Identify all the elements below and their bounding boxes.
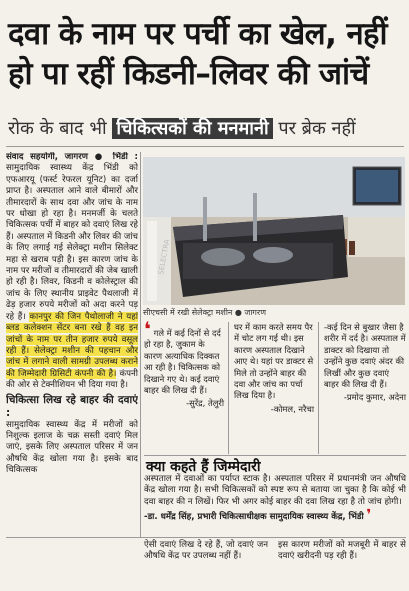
svg-text:SELECTRA: SELECTRA [157, 238, 172, 276]
quote-3-text: -कई दिन से बुखार जैसा है शरीर में दर्द है। अस्पताल में डाक्टर को दिखाया तो उन्होंने कुछ दवाएं अंदर की लिखीं और कुछ दवाएं बाहर की लिख दी हैं। [324, 322, 406, 390]
divider [144, 455, 406, 456]
subheadline [8, 118, 404, 140]
article-tail: कंपनी की ओर से टेक्नीशियन भी दिया गया है। [6, 368, 138, 391]
box-author: -डा. धर्मेंद्र सिंह, प्रभारी चिकित्साधीक्षक सामुदायिक स्वास्थ्य केंद्र, भिंडी [144, 512, 364, 523]
quote-divider [228, 322, 229, 454]
subheadline-after: पर ब्रेक नहीं [278, 118, 356, 139]
article-left-column [6, 152, 138, 536]
photo-caption: सीएचसी में रखी सेलेक्ट्रा मशीन ● जागरण [143, 308, 266, 317]
divider [6, 146, 404, 147]
quote-3-author: -प्रमोद कुमार, अदेना [343, 392, 406, 403]
box-body [144, 474, 406, 524]
box-title: क्या कहते हैं जिम्मेदारी [146, 459, 261, 475]
column-divider [140, 152, 141, 538]
box-author-row [144, 507, 406, 524]
box-text: अस्पताल में दवाओं का पर्याप्त स्टाक है। अस्पताल परिसर में प्रधानमंत्री जन औषधि केंद्र खोला गया है। सभी चिकित्सकों को स्पष्ट रूप से बताया जा चुका है कि कोई भी दवा बाहर की न लिखें। फिर भी अगर कोई बाहर की दवा लिख रहा है तो जांच होगी। [144, 474, 406, 507]
quote-2-text: घर में काम करते समय पैर में चोट लग गई थी। इस कारण अस्पताल दिखाने आए थे। यहां पर डाक्टर से मिले तो उन्होंने बाहर की दवा और जांच का पर्चा लिख दिया है। [234, 322, 314, 401]
divider [6, 537, 406, 538]
article-sub-body: सामुदायिक स्वास्थ्य केंद्र में मरीजों को निशुल्क इलाज के चक्र सस्ती दवाएं मिल जाएं, इसके लिए अस्पताल परिसर में जन औषधि केंद्र खोला गया है। इसके बाद चिकित्सक [6, 419, 138, 476]
dateline: संवाद सहयोगी, जागरण ● भिंडी : [6, 152, 138, 162]
quote-divider [318, 322, 319, 454]
quote-1 [144, 317, 224, 410]
quotes-row [144, 317, 406, 458]
machine-illustration [143, 157, 405, 305]
headline-line-2: हो पा रहीं किडनी–लिवर की जांचें [8, 56, 369, 92]
headline [8, 14, 404, 94]
quote-2 [234, 322, 314, 415]
bottom-col-1: ऐसी दवाएं लिख दे रहे हैं, जो दवाएं जन औषधि केंद्र पर उपलब्ध नहीं हैं। [144, 540, 268, 562]
quote-3 [324, 322, 406, 404]
quote-close-icon: ❜ [366, 507, 372, 524]
quote-mark-icon: ❛ [144, 317, 151, 341]
headline-line-1: दवा के नाम पर पर्ची का खेल, नहीं [8, 16, 387, 52]
article-body: सामुदायिक स्वास्थ्य केंद्र भिंडी को एफआरयू (फर्स्ट रेफरल यूनिट) का दर्जा प्राप्त है। अस्पताल आने वाले बीमारों और तीमारदारों के साथ दवा और जांच के नाम पर धोखा हो रहा है। मनमर्जी के चलते चिकित्सक पर्ची में बाहर को दवाएं लिख रहे हैं। अस्पताल में किडनी और लिवर की जांच के लिए लगाई गई सेलेक्ट्रा मशीन सिलेक्ट महा से खराब पड़ी है। इस कारण जांच के नाम पर मरीजों व तीमारदारों की जेब खाली हो रही है। लिवर, किडनी व कोलेस्ट्राल की जांच के लिए स्थानीय प्राइवेट पैथलाजी में ढेड़ हजार रुपये मरीजों को अदा करने पड़ रहे हैं। [6, 163, 138, 322]
article-highlight: कानपुर की जिन पैथोलाजी ने यहां ब्लड कलेक्शन सेंटर बना रखे हैं वह इन जांचों के नाम पर तीन हजार रुपये वसूल रही हैं। सेलेक्ट्रा मशीन की पहचान और जांच में लगाने वाली सामग्री उपलब्ध कराने की जिम्मेदारी ग्रिसिटी कंपनी की है। [6, 311, 138, 379]
quote-1-text: गले में कई दिनों से दर्द हो रहा है, जुकाम के कारण अत्याधिक दिक्कत आ रही है। चिकित्सक को दिखाने गए थे। कई दवाएं बाहर की लिख दी हैं। [144, 328, 221, 396]
bottom-col-2: इस कारण मरीजों को मजबूरी में बाहर से दवाएं खरीदनी पड़ रही हैं। [278, 540, 406, 562]
quote-1-author: -सुरेंद्र, तेलुरी [186, 398, 224, 409]
article-subheading: चिकित्सा लिख रहे बाहर की दवाएं : [6, 393, 138, 419]
selectra-machine-photo [143, 157, 405, 305]
subheadline-before: रोक के बाद भी [8, 118, 107, 139]
quote-2-author: -कोमल, नरैचा [270, 403, 314, 414]
subheadline-highlight: चिकित्सकों की मनमानी [112, 118, 272, 139]
